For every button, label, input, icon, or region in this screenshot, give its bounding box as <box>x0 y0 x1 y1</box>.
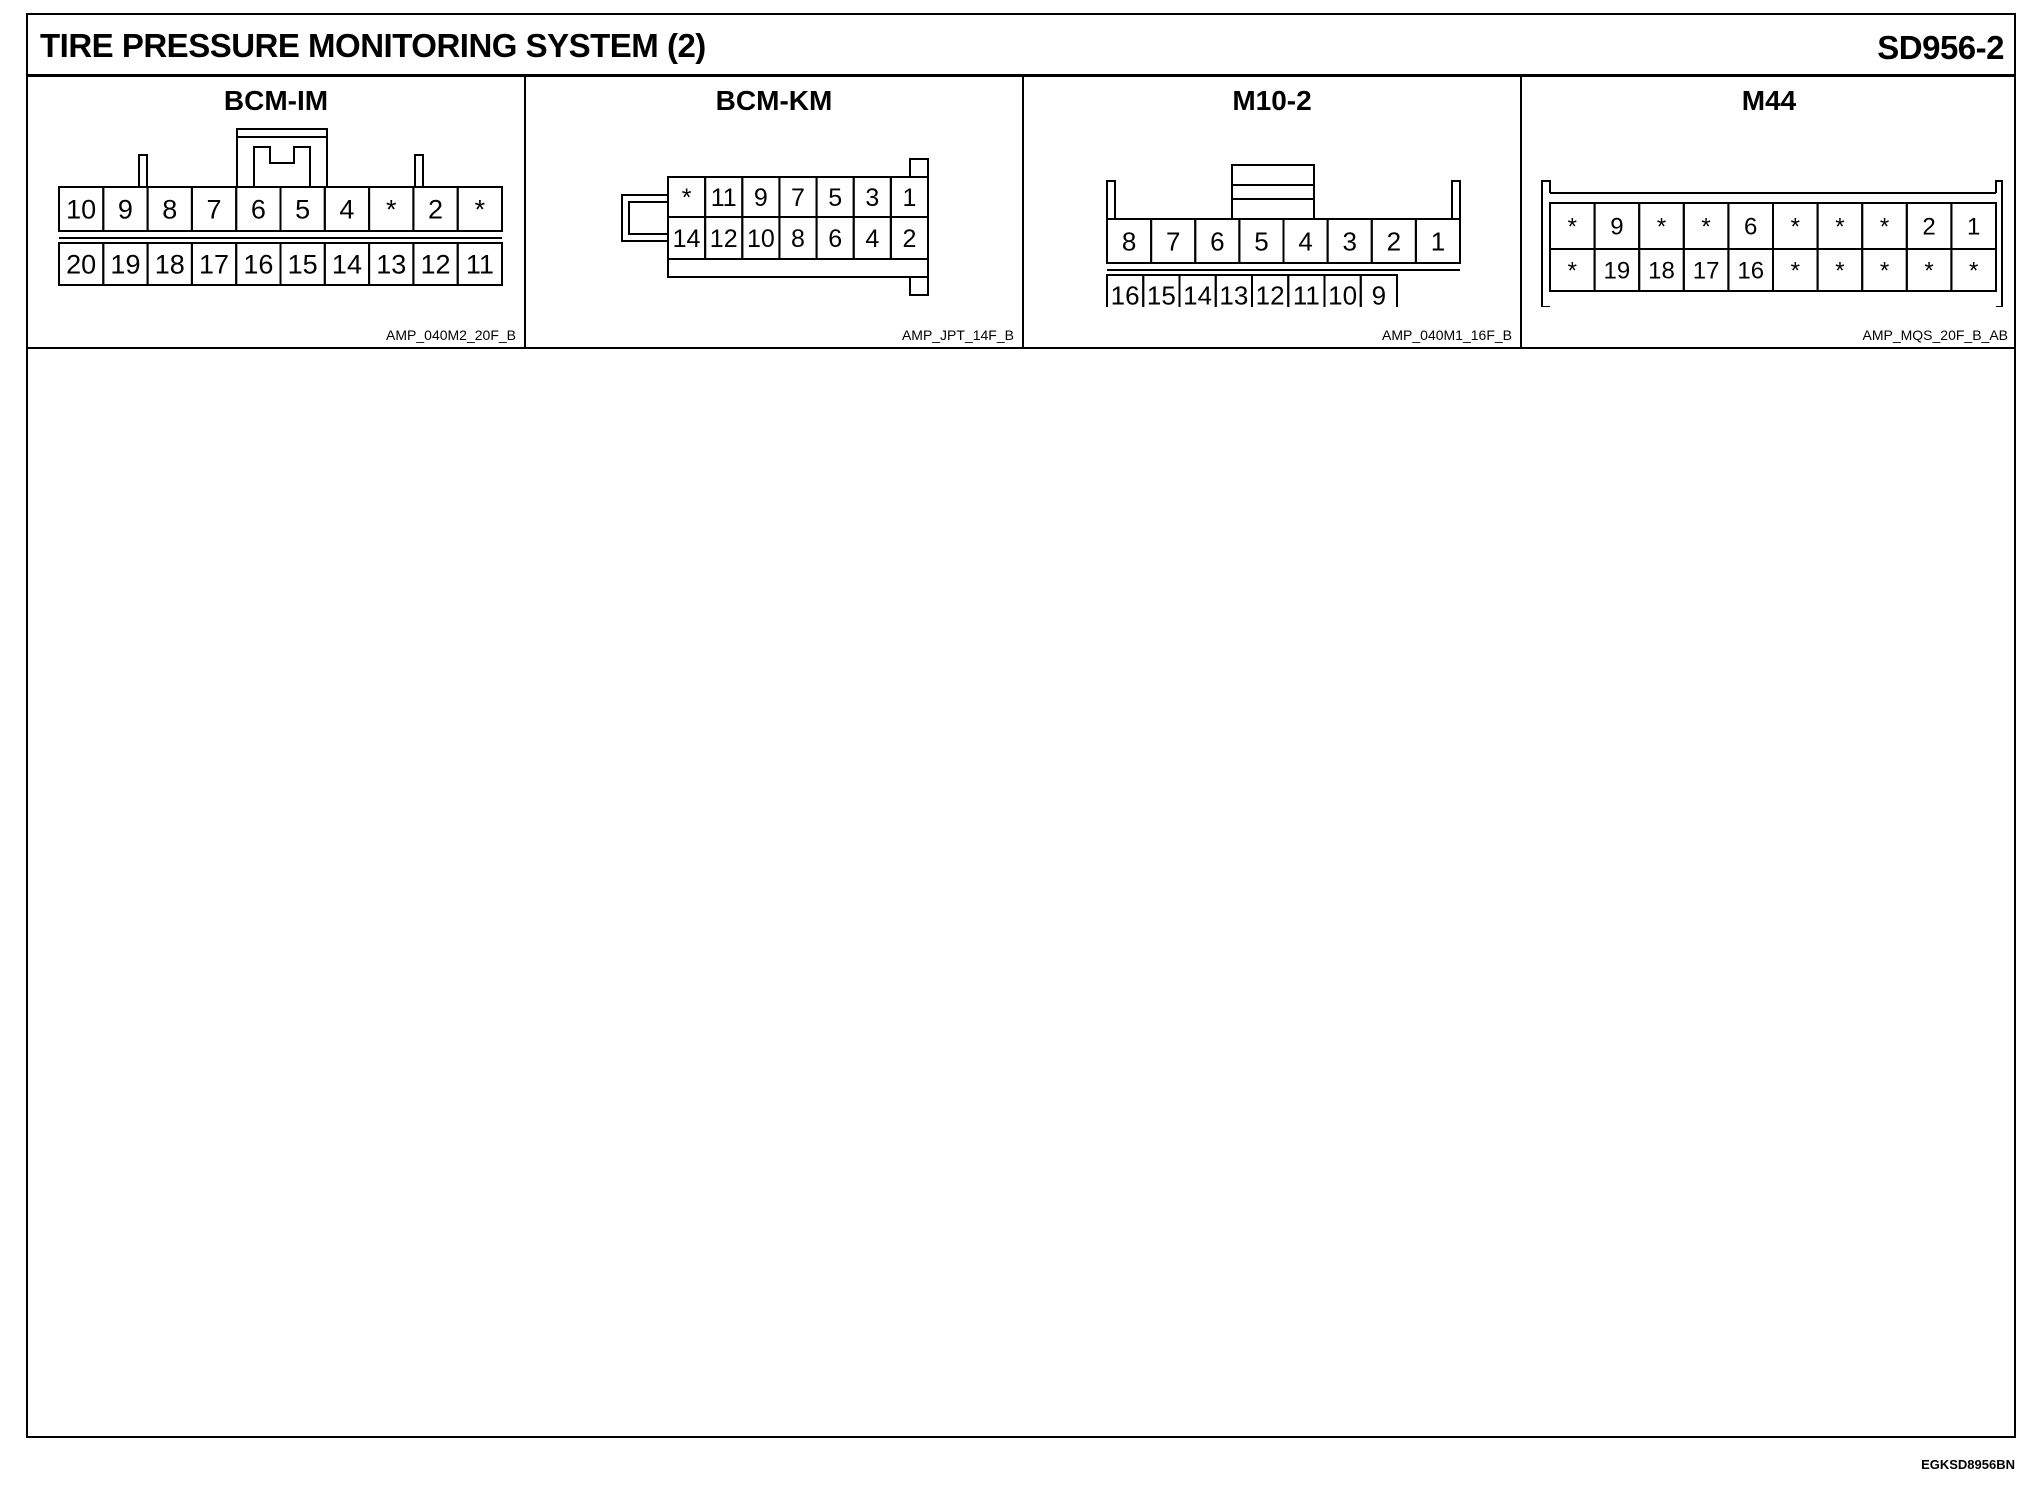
connector-name: BCM-IM <box>223 85 329 116</box>
pin-number: 2 <box>1386 226 1402 257</box>
pin-number: 12 <box>1255 280 1285 307</box>
pin-number: 14 <box>331 249 362 280</box>
page-code: SD956-2 <box>1877 29 2004 66</box>
pin-empty-marker: * <box>1790 213 1800 241</box>
connector-part-number: AMP_040M1_16F_B <box>1382 327 1512 343</box>
pin-empty-marker: * <box>385 194 397 225</box>
pin-number: 9 <box>117 194 133 225</box>
pin-number: 9 <box>1610 213 1624 241</box>
pin-number: 19 <box>110 249 141 280</box>
pin-empty-marker: * <box>1701 213 1711 241</box>
pin-empty-marker: * <box>681 184 692 212</box>
pin-number: 18 <box>154 249 185 280</box>
pin-number: 8 <box>791 225 805 253</box>
footer-code: EGKSD8956BN <box>1921 1457 2015 1472</box>
pin-empty-marker: * <box>1790 257 1800 285</box>
pin-number: 20 <box>66 249 97 280</box>
pin-number: 10 <box>66 194 97 225</box>
pin-number: 6 <box>1210 226 1225 257</box>
pin-empty-marker: * <box>1969 257 1979 285</box>
pin-empty-marker: * <box>474 194 486 225</box>
pin-number: 4 <box>1298 226 1313 257</box>
pin-number: 17 <box>199 249 230 280</box>
pin-number: 3 <box>1342 226 1357 257</box>
pin-number: 13 <box>376 249 407 280</box>
pin-number: 11 <box>1292 280 1320 307</box>
pin-number: 5 <box>295 194 311 225</box>
pin-number: 16 <box>1110 280 1140 307</box>
pin-number: 14 <box>1183 280 1213 307</box>
pin-number: 8 <box>162 194 178 225</box>
pin-empty-marker: * <box>1567 257 1577 285</box>
pin-number: 4 <box>339 194 355 225</box>
pin-empty-marker: * <box>1835 213 1845 241</box>
pin-empty-marker: * <box>1567 213 1577 241</box>
pin-number: 1 <box>1430 226 1446 257</box>
pin-number: 7 <box>206 194 222 225</box>
connector-name: M10-2 <box>1232 85 1312 116</box>
pin-empty-marker: * <box>1835 257 1845 285</box>
connector-m10-2-drawing <box>1024 77 1520 307</box>
connector-name: M44 <box>1741 85 1797 116</box>
pin-number: 13 <box>1219 280 1249 307</box>
pin-number: 19 <box>1603 257 1631 285</box>
pin-number: 7 <box>1165 226 1181 257</box>
connector-panels <box>28 77 2014 349</box>
pin-number: 9 <box>753 184 768 212</box>
pin-number: 5 <box>1254 226 1269 257</box>
pin-number: 1 <box>1967 213 1981 241</box>
pin-number: 3 <box>865 184 880 212</box>
pin-empty-marker: * <box>1924 257 1934 285</box>
connector-panel-m10-2 <box>1024 77 1522 347</box>
pin-number: 2 <box>1922 213 1936 241</box>
connector-m44-drawing <box>1522 77 2016 307</box>
connector-panel-bcm-im <box>28 77 526 347</box>
connector-panel-bcm-km <box>526 77 1024 347</box>
pin-number: 4 <box>865 225 880 253</box>
connector-name: BCM-KM <box>715 85 833 116</box>
connector-part-number: AMP_JPT_14F_B <box>901 327 1014 343</box>
pin-number: 15 <box>1146 280 1176 307</box>
connector-panel-m44 <box>1522 77 2016 347</box>
pin-number: 5 <box>828 184 843 212</box>
pin-number: 12 <box>709 225 738 253</box>
pin-number: 14 <box>672 225 701 253</box>
diagram-frame <box>26 13 2016 1438</box>
pin-empty-marker: * <box>1656 213 1667 241</box>
pin-empty-marker: * <box>1879 257 1890 285</box>
pin-number: 2 <box>902 225 917 253</box>
pin-number: 17 <box>1692 257 1720 285</box>
pin-number: 2 <box>428 194 444 225</box>
pin-number: 10 <box>1328 280 1358 307</box>
page-title: TIRE PRESSURE MONITORING SYSTEM (2) <box>40 27 706 64</box>
connector-part-number: AMP_MQS_20F_B_AB <box>1862 327 2008 343</box>
pin-number: 6 <box>250 194 266 225</box>
header-bar <box>28 15 2014 77</box>
pin-number: 10 <box>746 225 775 253</box>
pin-number: 6 <box>828 225 843 253</box>
pin-number: 9 <box>1371 280 1387 307</box>
connector-part-number: AMP_040M2_20F_B <box>386 327 516 343</box>
pin-number: 16 <box>243 249 274 280</box>
pin-number: 7 <box>791 184 805 212</box>
pin-number: 8 <box>1121 226 1137 257</box>
connector-bcm-km-drawing <box>526 77 1022 307</box>
pin-empty-marker: * <box>1879 213 1890 241</box>
pin-number: 11 <box>465 249 494 280</box>
pin-number: 16 <box>1737 257 1765 285</box>
pin-number: 6 <box>1744 213 1758 241</box>
connector-bcm-im-drawing <box>28 77 524 307</box>
pin-number: 1 <box>902 184 917 212</box>
pin-number: 15 <box>287 249 318 280</box>
pin-number: 11 <box>710 184 737 212</box>
pin-number: 18 <box>1648 257 1675 285</box>
pin-number: 12 <box>420 249 451 280</box>
